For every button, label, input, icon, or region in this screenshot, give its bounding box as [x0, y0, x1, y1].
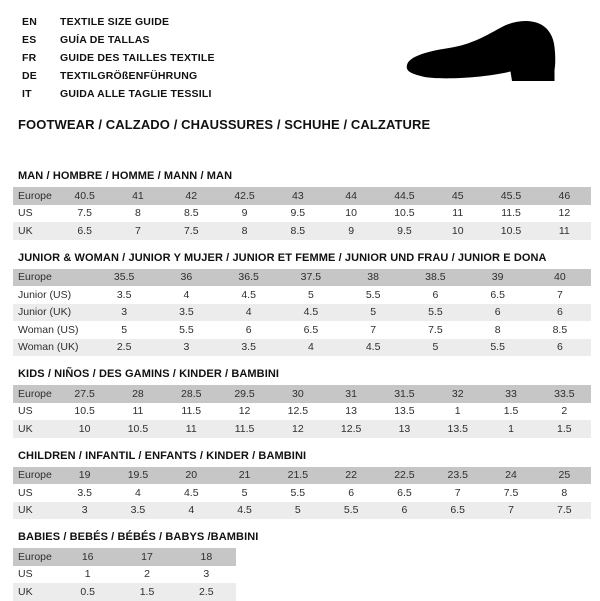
size-cell: 3.5 — [241, 341, 256, 354]
size-cell: 9 — [241, 207, 248, 220]
dress-shoe-icon — [393, 18, 578, 98]
size-cell: 5.5 — [290, 486, 306, 499]
size-cell: 4.5 — [183, 486, 199, 499]
size-row — [13, 484, 591, 502]
size-cell: 6.5 — [77, 224, 92, 237]
size-cell: 6.5 — [490, 288, 505, 301]
size-cell: 10 — [78, 422, 91, 435]
size-cell: 24 — [505, 469, 517, 482]
size-cell: 33 — [505, 387, 517, 400]
size-cell: 4 — [307, 341, 314, 354]
size-cell: 12 — [558, 207, 571, 220]
size-cell: 12 — [291, 422, 304, 435]
language-title: TEXTILGRÖßENFÜHRUNG — [60, 70, 198, 82]
section-man — [13, 170, 600, 240]
row-label: Woman (UK) — [18, 341, 79, 354]
size-row — [13, 583, 236, 601]
size-cell: 12 — [238, 405, 251, 418]
size-cell: 11 — [185, 422, 197, 435]
row-label: UK — [18, 422, 33, 435]
size-cell: 6 — [494, 306, 501, 319]
size-cell: 25 — [558, 469, 571, 482]
row-label: US — [18, 405, 33, 418]
size-cell: 29.5 — [234, 387, 255, 400]
size-cell: 1.5 — [139, 585, 155, 598]
size-cell: 5 — [432, 341, 439, 354]
size-cell: 27.5 — [74, 387, 95, 400]
size-cell: 10.5 — [74, 405, 95, 418]
size-cell: 17 — [141, 550, 153, 563]
size-cell: 44 — [345, 189, 357, 202]
size-cell: 3 — [183, 341, 190, 354]
size-cell: 4.5 — [237, 504, 252, 517]
size-cell: 10.5 — [394, 207, 415, 220]
size-cell: 32 — [451, 387, 464, 400]
size-cell: 3.5 — [130, 504, 146, 517]
size-cell: 36 — [180, 271, 193, 284]
size-cell: 22.5 — [394, 469, 415, 482]
size-cell: 1 — [508, 422, 514, 435]
size-cell: 42 — [185, 189, 198, 202]
size-tables-area — [0, 170, 600, 601]
size-table-title: MAN / HOMBRE / HOMME / MANN / MAN — [18, 170, 233, 182]
size-row — [13, 339, 591, 357]
size-cell: 5.5 — [365, 288, 381, 301]
language-title: GUÍA DE TALLAS — [60, 34, 150, 46]
size-cell: 5 — [121, 323, 128, 336]
size-cell: 28.5 — [181, 387, 202, 400]
size-table-kids — [13, 385, 591, 438]
size-cell: 7 — [556, 288, 563, 301]
size-cell: 1 — [84, 568, 91, 581]
size-cell: 2.5 — [199, 585, 214, 598]
size-cell: 11 — [558, 224, 570, 237]
size-cell: 5.5 — [343, 504, 359, 517]
size-cell: 4.5 — [241, 288, 256, 301]
size-row-header — [13, 467, 591, 485]
size-cell: 10 — [345, 207, 357, 220]
size-cell: 6 — [245, 323, 252, 336]
size-table-title: CHILDREN / INFANTIL / ENFANTS / KINDER / BAMBINI — [18, 449, 307, 462]
section-junior-woman — [13, 252, 600, 357]
size-cell: 7 — [454, 486, 461, 499]
row-label: Junior (US) — [18, 288, 72, 301]
size-row — [13, 566, 236, 584]
size-cell: 6 — [556, 306, 563, 319]
size-cell: 45.5 — [500, 189, 522, 202]
row-label: US — [18, 568, 33, 581]
size-cell: 8 — [241, 224, 248, 237]
size-cell: 4 — [188, 504, 195, 517]
size-cell: 6 — [556, 341, 563, 354]
size-cell: 6 — [401, 504, 408, 517]
size-cell: 31 — [345, 387, 357, 400]
size-cell: 22 — [345, 469, 357, 482]
size-cell: 12.5 — [340, 422, 362, 435]
row-label: Europe — [18, 387, 52, 400]
section-kids — [13, 368, 600, 438]
size-cell: 36.5 — [238, 271, 259, 284]
size-cell: 6.5 — [397, 486, 412, 499]
size-cell: 19 — [78, 469, 91, 482]
size-cell: 21.5 — [287, 469, 309, 482]
size-cell: 10.5 — [127, 422, 149, 435]
size-cell: 5 — [307, 288, 314, 301]
size-cell: 37.5 — [300, 271, 322, 284]
size-cell: 8 — [561, 486, 568, 499]
size-row — [13, 403, 591, 421]
row-label: UK — [18, 504, 33, 517]
size-row — [13, 222, 591, 240]
size-table-title: JUNIOR & WOMAN / JUNIOR Y MUJER / JUNIOR ET FEMME / JUNIOR UND FRAU / JUNIOR E DONA — [18, 251, 547, 264]
size-cell: 33.5 — [554, 387, 575, 400]
size-cell: 2 — [144, 568, 150, 581]
page-header — [0, 0, 600, 132]
size-cell: 5.5 — [428, 306, 443, 319]
size-cell: 0.5 — [80, 585, 95, 598]
size-cell: 38.5 — [425, 271, 446, 284]
size-cell: 12.5 — [287, 405, 309, 418]
footwear-category-line: FOOTWEAR / CALZADO / CHAUSSURES / SCHUHE / CALZATURE — [18, 117, 431, 132]
size-cell: 9.5 — [290, 207, 306, 220]
language-code: EN — [22, 16, 37, 28]
size-cell: 13 — [345, 405, 357, 418]
size-cell: 3.5 — [77, 486, 92, 499]
row-label: US — [18, 486, 33, 499]
size-cell: 2.5 — [116, 341, 132, 354]
size-cell: 5 — [370, 306, 377, 319]
size-cell: 8 — [135, 207, 141, 220]
size-row-header — [13, 187, 591, 205]
size-cell: 35.5 — [113, 271, 135, 284]
row-label: Europe — [18, 271, 52, 284]
size-row — [13, 502, 591, 520]
size-cell: 43 — [291, 189, 304, 202]
size-cell: 18 — [200, 550, 213, 563]
size-cell: 3 — [203, 568, 210, 581]
size-cell: 4 — [183, 288, 190, 301]
size-row — [13, 304, 591, 322]
size-table-babies — [13, 548, 236, 601]
size-cell: 40 — [554, 271, 566, 284]
language-code: ES — [22, 34, 37, 46]
size-cell: 11.5 — [181, 405, 202, 418]
size-cell: 8.5 — [552, 323, 568, 336]
size-cell: 38 — [367, 271, 379, 284]
size-row-header — [13, 385, 591, 403]
size-cell: 8.5 — [290, 224, 306, 237]
size-cell: 3 — [121, 306, 128, 319]
size-table-title: BABIES / BEBÉS / BÉBÉS / BABYS /BAMBINI — [18, 531, 259, 543]
row-label: Junior (UK) — [18, 306, 72, 319]
size-table-man — [13, 187, 591, 240]
size-cell: 16 — [81, 550, 94, 563]
size-cell: 39 — [491, 271, 504, 284]
size-cell: 30 — [291, 387, 304, 400]
section-babies — [13, 531, 600, 601]
size-cell: 10.5 — [500, 224, 522, 237]
size-cell: 7.5 — [503, 486, 519, 499]
size-cell: 9 — [348, 224, 355, 237]
size-cell: 7.5 — [428, 323, 443, 336]
size-cell: 21 — [238, 469, 251, 482]
size-cell: 2 — [561, 405, 568, 418]
size-cell: 5 — [294, 504, 301, 517]
size-cell: 19.5 — [127, 469, 149, 482]
size-cell: 3 — [81, 504, 88, 517]
size-cell: 45 — [451, 189, 464, 202]
size-cell: 5 — [241, 486, 248, 499]
size-row — [13, 420, 591, 438]
size-cell: 8 — [494, 323, 501, 336]
size-row-header — [13, 269, 591, 287]
size-cell: 9.5 — [397, 224, 412, 237]
language-title: GUIDE DES TAILLES TEXTILE — [60, 52, 215, 64]
size-cell: 11 — [452, 207, 464, 220]
language-code: IT — [22, 88, 32, 100]
size-cell: 11.5 — [501, 207, 521, 220]
size-cell: 3.5 — [116, 288, 132, 301]
language-title: TEXTILE SIZE GUIDE — [60, 16, 170, 28]
size-cell: 10 — [451, 224, 464, 237]
language-code: FR — [22, 52, 37, 64]
size-cell: 44.5 — [394, 189, 415, 202]
size-cell: 5.5 — [179, 323, 194, 336]
size-cell: 7.5 — [77, 207, 92, 220]
row-label: UK — [18, 224, 33, 237]
size-cell: 40.5 — [74, 189, 95, 202]
size-cell: 13 — [398, 422, 411, 435]
row-label: Europe — [18, 550, 52, 563]
size-cell: 28 — [132, 387, 144, 400]
size-cell: 1.5 — [557, 422, 572, 435]
size-cell: 1.5 — [503, 405, 519, 418]
size-cell: 23.5 — [447, 469, 468, 482]
size-row — [13, 321, 591, 339]
size-cell: 3.5 — [179, 306, 194, 319]
row-label: Woman (US) — [18, 323, 79, 336]
size-cell: 42.5 — [234, 189, 255, 202]
size-cell: 11.5 — [234, 422, 255, 435]
size-cell: 4.5 — [365, 341, 381, 354]
size-cell: 4 — [135, 486, 141, 499]
size-cell: 6.5 — [450, 504, 466, 517]
size-cell: 8.5 — [183, 207, 199, 220]
language-title: GUIDA ALLE TAGLIE TESSILI — [60, 88, 212, 100]
size-cell: 7 — [135, 224, 141, 237]
size-cell: 6 — [348, 486, 355, 499]
size-cell: 7.5 — [183, 224, 199, 237]
row-label: US — [18, 207, 33, 220]
size-cell: 20 — [185, 469, 198, 482]
size-cell: 4.5 — [303, 306, 319, 319]
size-cell: 7 — [508, 504, 514, 517]
section-children — [13, 450, 600, 520]
size-cell: 11 — [132, 405, 144, 418]
size-cell: 31.5 — [394, 387, 415, 400]
size-cell: 13.5 — [394, 405, 415, 418]
size-table-title: KIDS / NIÑOS / DES GAMINS / KINDER / BAMBINI — [18, 368, 280, 380]
size-table-junior-woman — [13, 269, 591, 357]
size-row — [13, 286, 591, 304]
size-cell: 1 — [454, 405, 461, 418]
size-cell: 4 — [245, 306, 252, 319]
size-cell: 5.5 — [490, 341, 505, 354]
row-label: UK — [18, 585, 33, 598]
size-cell: 46 — [558, 189, 571, 202]
size-cell: 41 — [132, 189, 144, 202]
size-cell: 6.5 — [303, 323, 319, 336]
size-table-children — [13, 467, 591, 520]
size-cell: 7 — [370, 323, 377, 336]
size-cell: 13.5 — [447, 422, 468, 435]
size-cell: 6 — [432, 288, 439, 301]
size-row-header — [13, 548, 236, 566]
language-code: DE — [22, 70, 37, 82]
row-label: Europe — [18, 469, 52, 482]
row-label: Europe — [18, 189, 52, 202]
size-row — [13, 205, 591, 223]
size-cell: 7.5 — [557, 504, 572, 517]
